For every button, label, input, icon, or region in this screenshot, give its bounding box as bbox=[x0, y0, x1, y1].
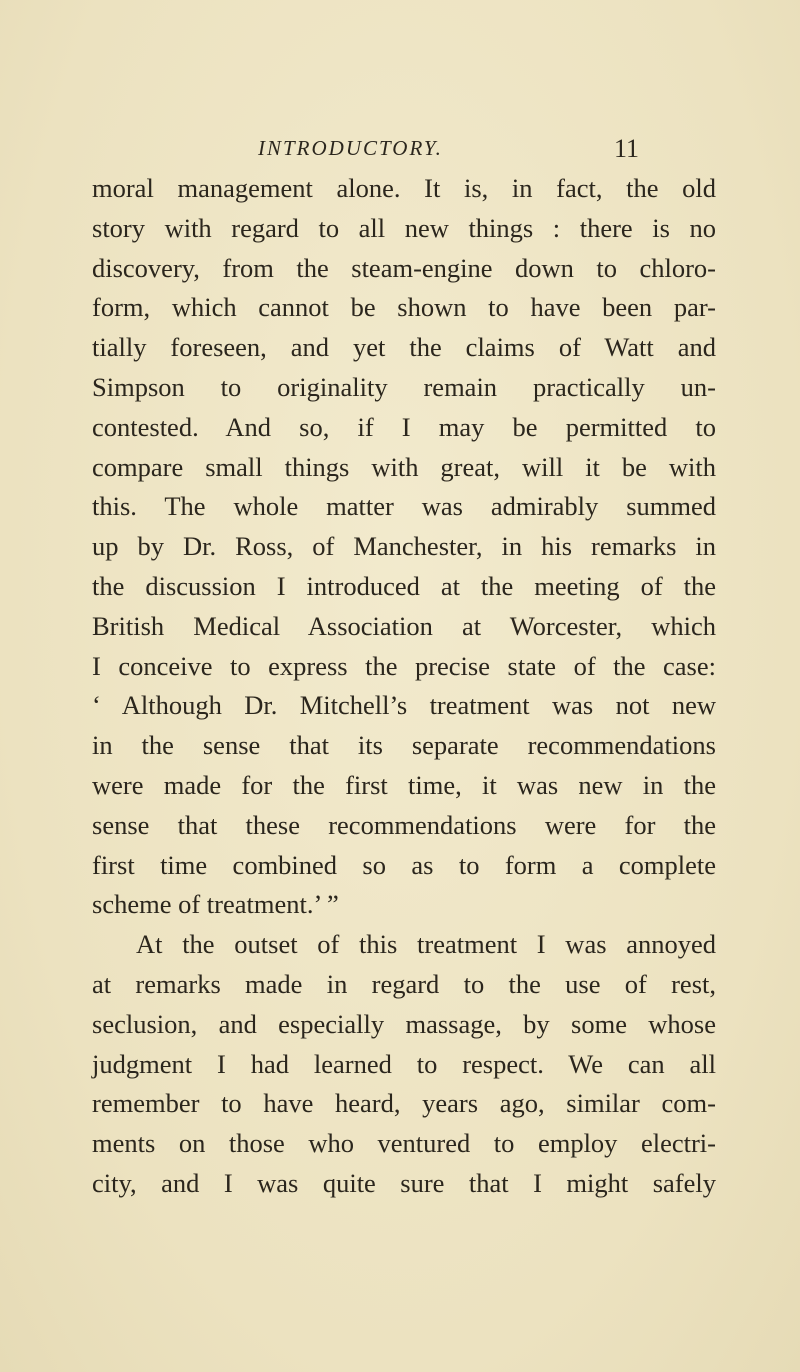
text-line: this. The whole matter was admirably summed bbox=[92, 491, 716, 522]
text-line: contested. And so, if I may be permitted to bbox=[92, 411, 716, 442]
text-line: story with regard to all new things : there is no bbox=[92, 212, 716, 243]
text-line: sense that these recommendations were for the bbox=[92, 809, 716, 840]
running-head: INTRODUCTORY. bbox=[258, 136, 443, 160]
text-line: tially foreseen, and yet the claims of Watt and bbox=[92, 332, 716, 363]
text-line: judgment I had learned to respect. We can all bbox=[92, 1048, 716, 1079]
body-text bbox=[92, 169, 716, 1204]
text-line: up by Dr. Ross, of Manchester, in his remarks in bbox=[92, 531, 716, 562]
text-line: moral management alone. It is, in fact, the old bbox=[92, 173, 716, 203]
text-line: scheme of treatment.’ ” bbox=[92, 889, 339, 920]
text-line: city, and I was quite sure that I might safely bbox=[92, 1167, 716, 1198]
text-line: seclusion, and especially massage, by some whose bbox=[92, 1008, 716, 1039]
text-line: in the sense that its separate recommendations bbox=[92, 730, 716, 761]
text-line: ments on those who ventured to employ electri- bbox=[92, 1128, 716, 1159]
text-line: first time combined so as to form a complete bbox=[92, 849, 716, 880]
text-line: ‘ Although Dr. Mitchell’s treatment was not new bbox=[92, 690, 716, 721]
text-line: form, which cannot be shown to have been par- bbox=[92, 292, 716, 323]
paragraph-start-line: At the outset of this treatment I was annoyed bbox=[136, 929, 716, 960]
text-line: British Medical Association at Worcester, which bbox=[92, 610, 716, 641]
text-line: were made for the first time, it was new in the bbox=[92, 769, 716, 800]
text-line: Simpson to originality remain practically un- bbox=[92, 371, 716, 402]
text-line: remember to have heard, years ago, similar com- bbox=[92, 1088, 716, 1119]
page-number: 11 bbox=[614, 134, 640, 163]
text-line: at remarks made in regard to the use of rest, bbox=[92, 968, 716, 999]
text-line: the discussion I introduced at the meeting of the bbox=[92, 570, 716, 601]
text-line: I conceive to express the precise state of the case: bbox=[92, 650, 716, 681]
text-line: discovery, from the steam-engine down to chloro- bbox=[92, 252, 716, 283]
text-line: compare small things with great, will it be with bbox=[92, 451, 716, 482]
